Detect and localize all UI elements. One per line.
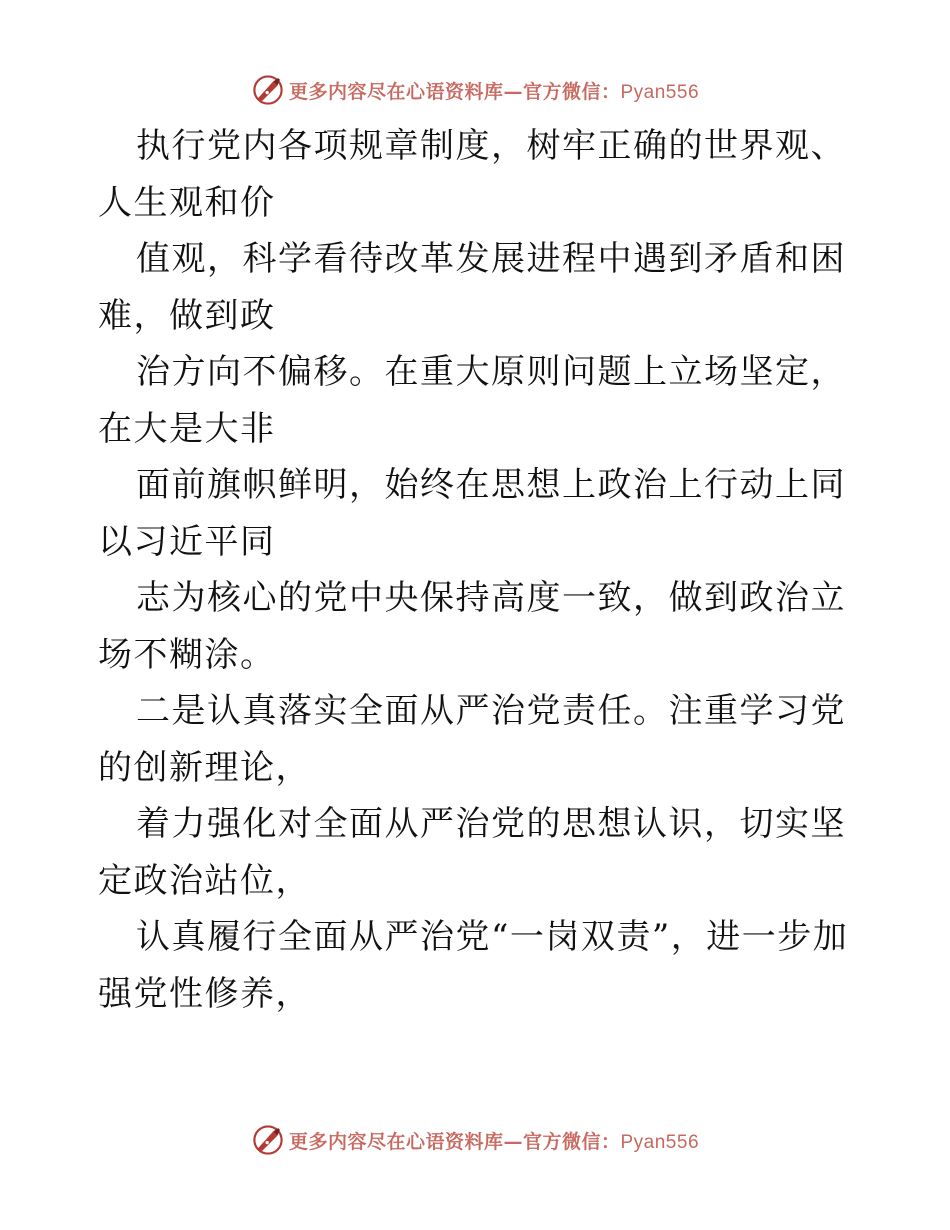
body-paragraph: 着力强化对全面从严治党的思想认识，切实坚定政治站位， [98, 804, 846, 901]
body-paragraph: 治方向不偏移。在重大原则问题上立场坚定，在大是大非 [98, 352, 846, 449]
footer-wechat-id: Pyan556 [620, 1131, 700, 1153]
footer-banner-cn: 更多内容尽在心语资料库—官方微信： [288, 1130, 621, 1153]
header-wechat-id: Pyan556 [620, 81, 700, 103]
header-banner-cn: 更多内容尽在心语资料库—官方微信： [288, 80, 621, 103]
footer-banner [0, 1120, 950, 1160]
body-paragraph: 认真履行全面从严治党“一岗双责”，进一步加强党性修养， [98, 917, 849, 1014]
pen-nib-logo-icon [251, 1123, 285, 1157]
document-body [98, 118, 858, 1022]
pen-nib-logo-icon [251, 73, 285, 107]
footer-banner-text [289, 1127, 699, 1154]
body-paragraph: 面前旗帜鲜明，始终在思想上政治上行动上同以习近平同 [98, 465, 846, 562]
body-paragraph: 值观，科学看待改革发展进程中遇到矛盾和困难，做到政 [98, 239, 846, 336]
body-paragraph: 执行党内各项规章制度，树牢正确的世界观、人生观和价 [98, 126, 846, 223]
header-banner [0, 70, 950, 110]
header-banner-text [289, 77, 699, 104]
body-paragraph: 二是认真落实全面从严治党责任。注重学习党的创新理论， [98, 691, 846, 788]
body-paragraph: 志为核心的党中央保持高度一致，做到政治立场不糊涂。 [98, 578, 846, 675]
